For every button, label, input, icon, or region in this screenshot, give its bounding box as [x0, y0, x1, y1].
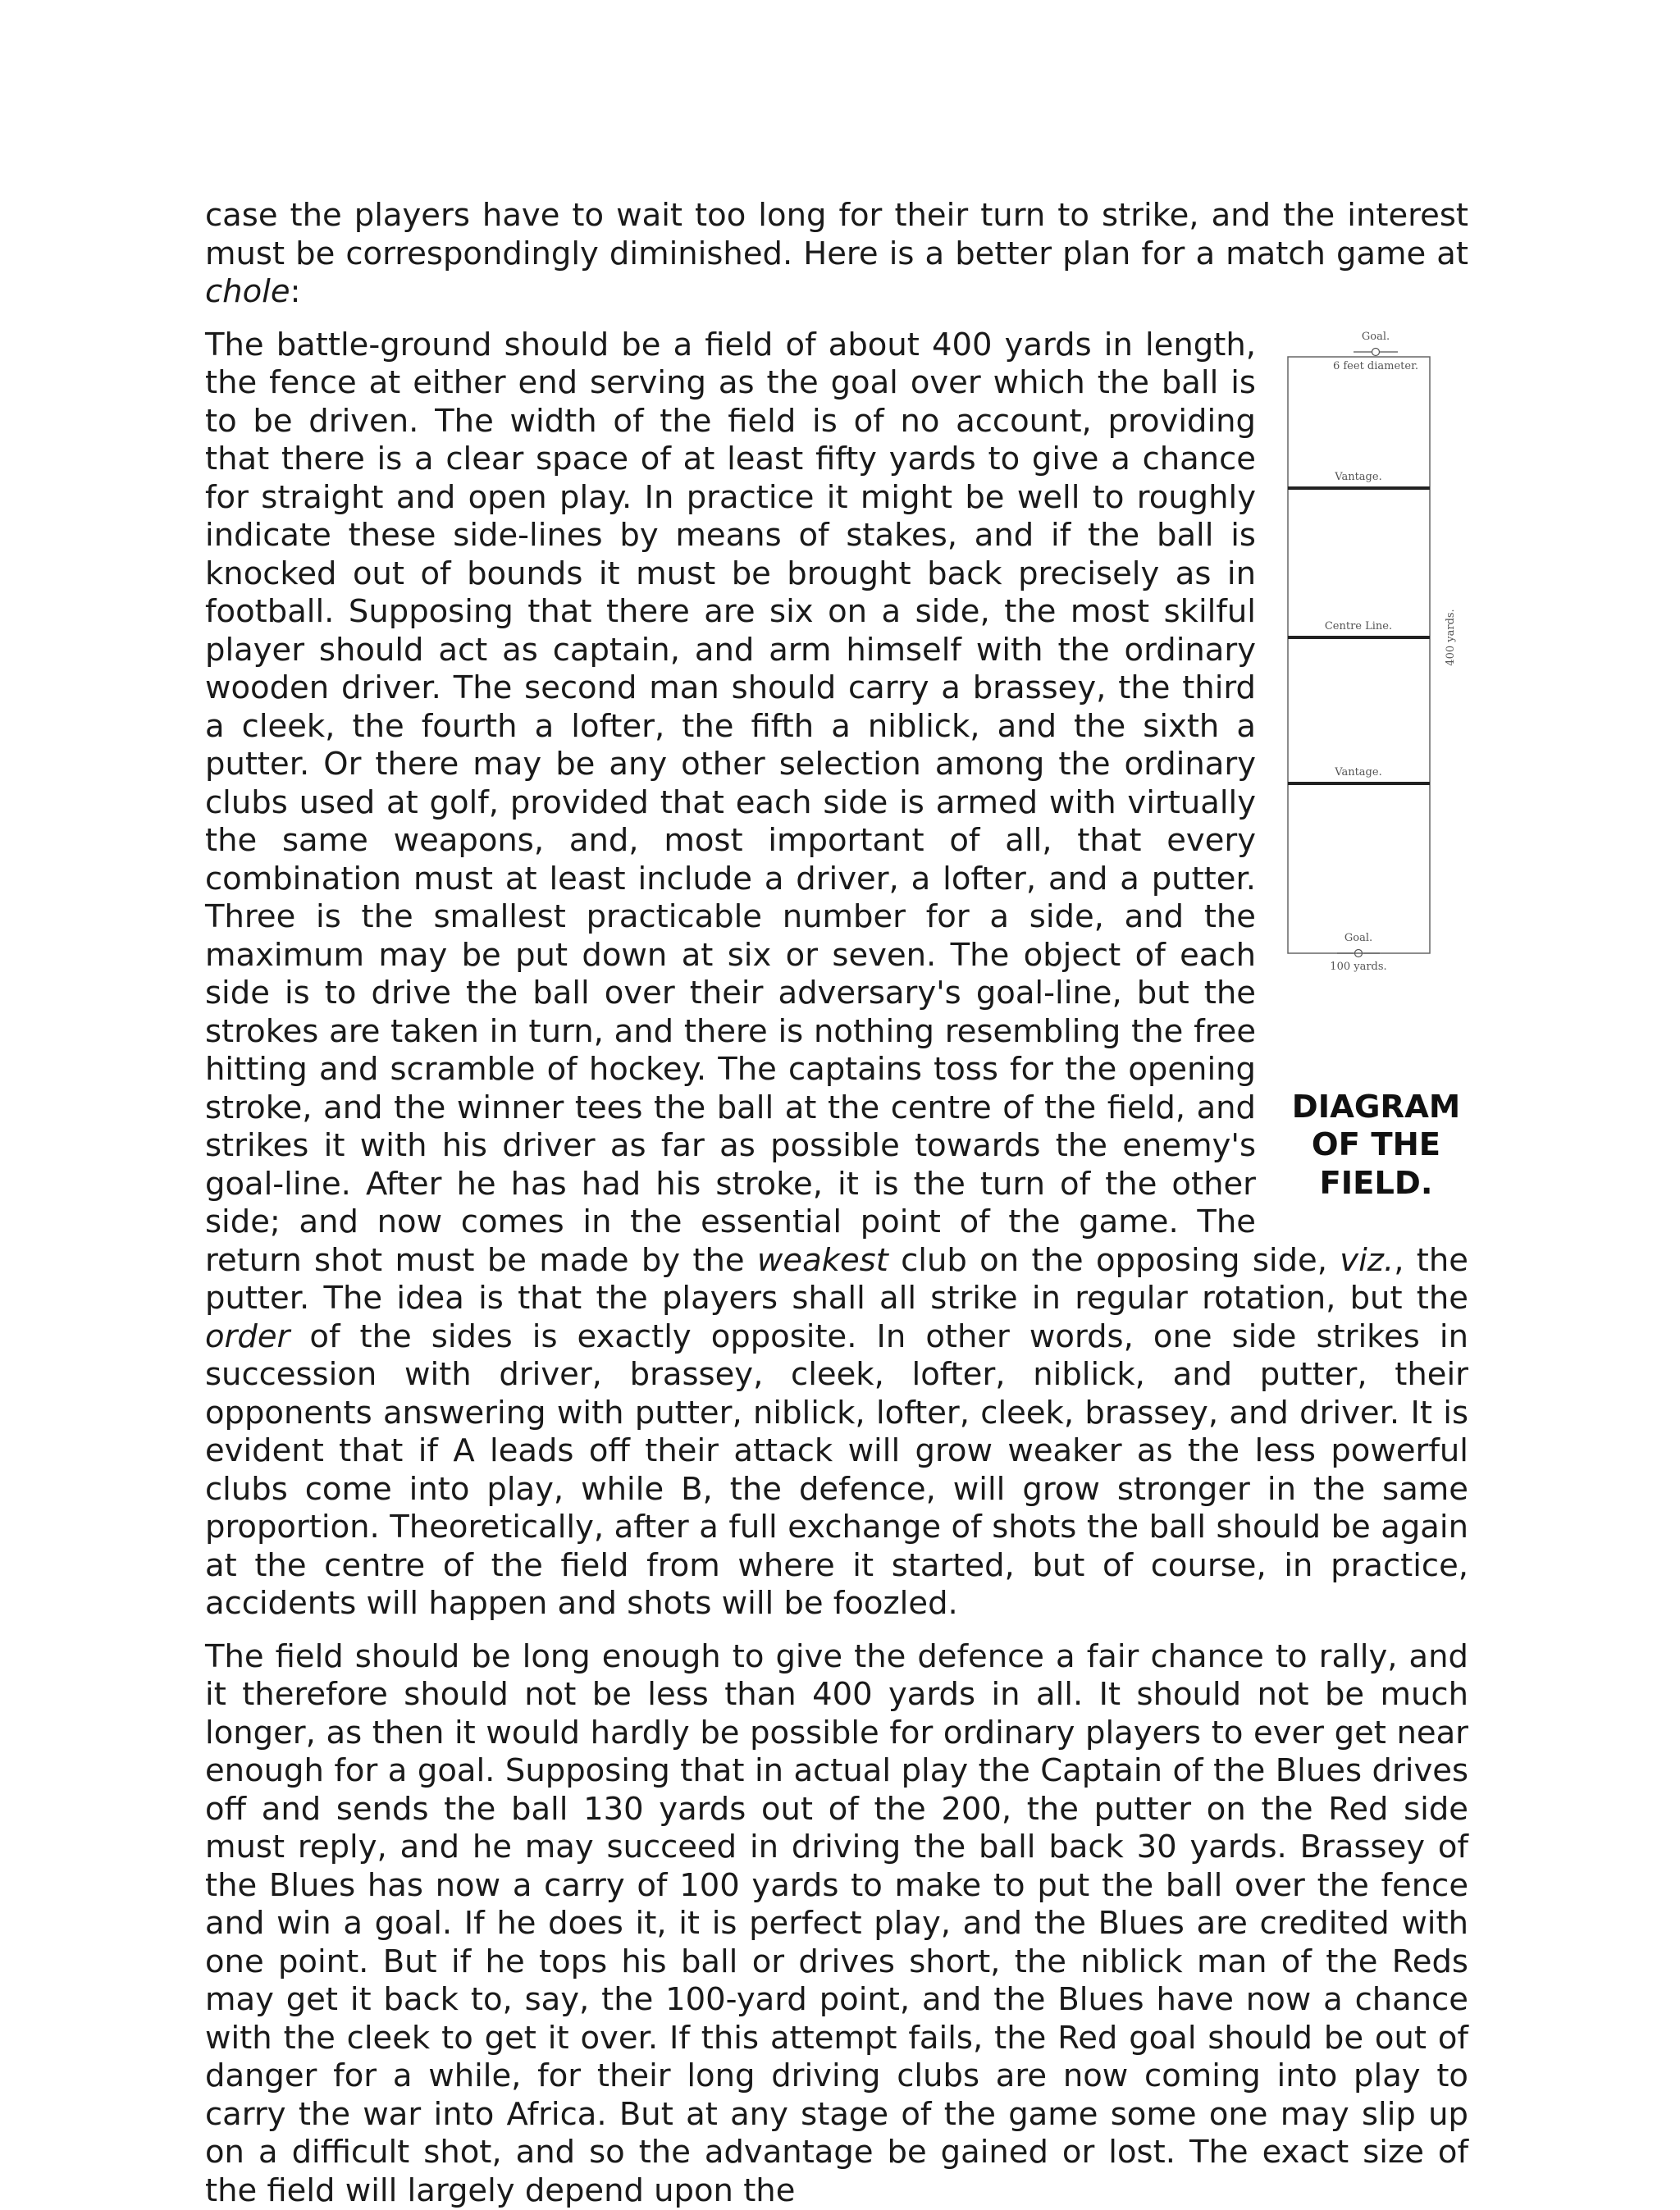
caption-line-3: FIELD. — [1284, 1165, 1468, 1203]
field-length-label: 400 yards. — [1445, 609, 1457, 665]
paragraph-battle-ground-text-1: The battle-ground should be a field of about 400 yards in length, the fence at either end serving as the goal over which the ball is to be driven. The width of the field is of no account, providing that there is a clear space of at least fifty yards to give a chance for straight and open play. In practice it might be well to roughly indicate these side-lines by means of stakes, and if the ball is knocked out of bounds it must be brought back precisely as in football. Supposing that there are six on a side, the most skilful player should act as captain, and arm himself with the ordinary wooden driver. The second man should carry a brassey, the third a cleek, the fourth a lofter, the fifth a niblick, and the sixth a putter. Or there may be any other selection among the ordinary clubs used at golf, provided that each side is armed with virtually the same weapons, and, most important of all, that every combination must at least include a driver, a lofter, and a putter. Three is the smallest practicable number for a side, and the maximum may be put down at six or seven. The object of each side is to drive the ball over their adversary's goal-line, but the strokes are taken in turn, and there is nothing resembling the free hitting and scramble of hockey. The captains toss for the opening stroke, and the winner tees the ball at the centre of the field, and strikes it with his driver as far as possible towards the enemy's goal-line. After he has had his stroke, it is the turn of the other side; and now comes in the essential point of the game. The return shot must be made by the — [205, 326, 1256, 1279]
bottom-goal-label: Goal. — [1344, 932, 1372, 944]
vantage-top-label: Vantage. — [1334, 471, 1381, 483]
top-goal-label: Goal. — [1362, 331, 1390, 343]
italic-order: order — [205, 1318, 290, 1355]
paragraph-intro — [205, 197, 1468, 312]
caption-line-1: DIAGRAM — [1284, 1089, 1468, 1127]
diagram-caption — [1284, 1089, 1468, 1203]
field-diagram-figure — [1284, 330, 1468, 1203]
paragraph-field-length — [205, 1638, 1468, 2210]
centre-line-label: Centre Line. — [1325, 620, 1392, 632]
italic-chole: chole — [205, 273, 290, 310]
vantage-bottom-label: Vantage. — [1334, 766, 1381, 779]
paragraph-battle-ground-text-2: club on the opposing side, — [888, 1242, 1340, 1279]
top-goal-note: 6 feet diameter. — [1333, 360, 1418, 372]
italic-viz: viz. — [1340, 1242, 1394, 1279]
paragraph-battle-ground-text-3: , the putter. The idea is that the players shall all strike in regular rotation, but the — [205, 1242, 1468, 1317]
field-diagram — [1284, 330, 1468, 1089]
paragraph-battle-ground-text-4: of the sides is exactly opposite. In other words, one side strikes in succession with driver, brassey, cleek, lofter, niblick, and putter, their opponents answering with putter, niblick, lofter, cleek, brassey, and driver. It is evident that if A leads off their attack will grow weaker as the less powerful clubs come into play, while B, the defence, will grow stronger in the same proportion. Theoretically, after a full exchange of shots the ball should be again at the centre of the field from where it started, but of course, in practice, accidents will happen and shots will be foozled. — [205, 1318, 1468, 1623]
paragraph-intro-end: : — [290, 273, 301, 310]
paragraph-battle-ground — [205, 326, 1468, 1623]
caption-line-2: OF THE — [1284, 1126, 1468, 1165]
top-goal-circle — [1372, 348, 1380, 355]
field-outline — [1288, 357, 1430, 953]
paragraph-intro-text: case the players have to wait too long for their turn to strike, and the interest must be correspondingly diminished. Here is a better plan for a match game at — [205, 197, 1468, 272]
field-width-label: 100 yards. — [1330, 961, 1386, 973]
paragraph-field-length-text: The field should be long enough to give the defence a fair chance to rally, and it therefore should not be less than 400 yards in all. It should not be much longer, as then it would hardly be possible for ordinary players to ever get near enough for a goal. Supposing that in actual play the Captain of the Blues drives off and sends the ball 130 yards out of the 200, the putter on the Red side must reply, and he may succeed in driving the ball back 30 yards. Brassey of the Blues has now a carry of 100 yards to make to put the ball over the fence and win a goal. If he does it, it is perfect play, and the Blues are credited with one point. But if he tops his ball or drives short, the niblick man of the Reds may get it back to, say, the 100-yard point, and the Blues have now a chance with the cleek to get it over. If this attempt fails, the Red goal should be out of danger for a while, for their long driving clubs are now coming into play to carry the war into Africa. But at any stage of the game some one may slip up on a difficult shot, and so the advantage be gained or lost. The exact size of the field will largely depend upon the — [205, 1638, 1468, 2209]
page-content — [205, 197, 1468, 2210]
italic-weakest: weakest — [757, 1242, 888, 1279]
